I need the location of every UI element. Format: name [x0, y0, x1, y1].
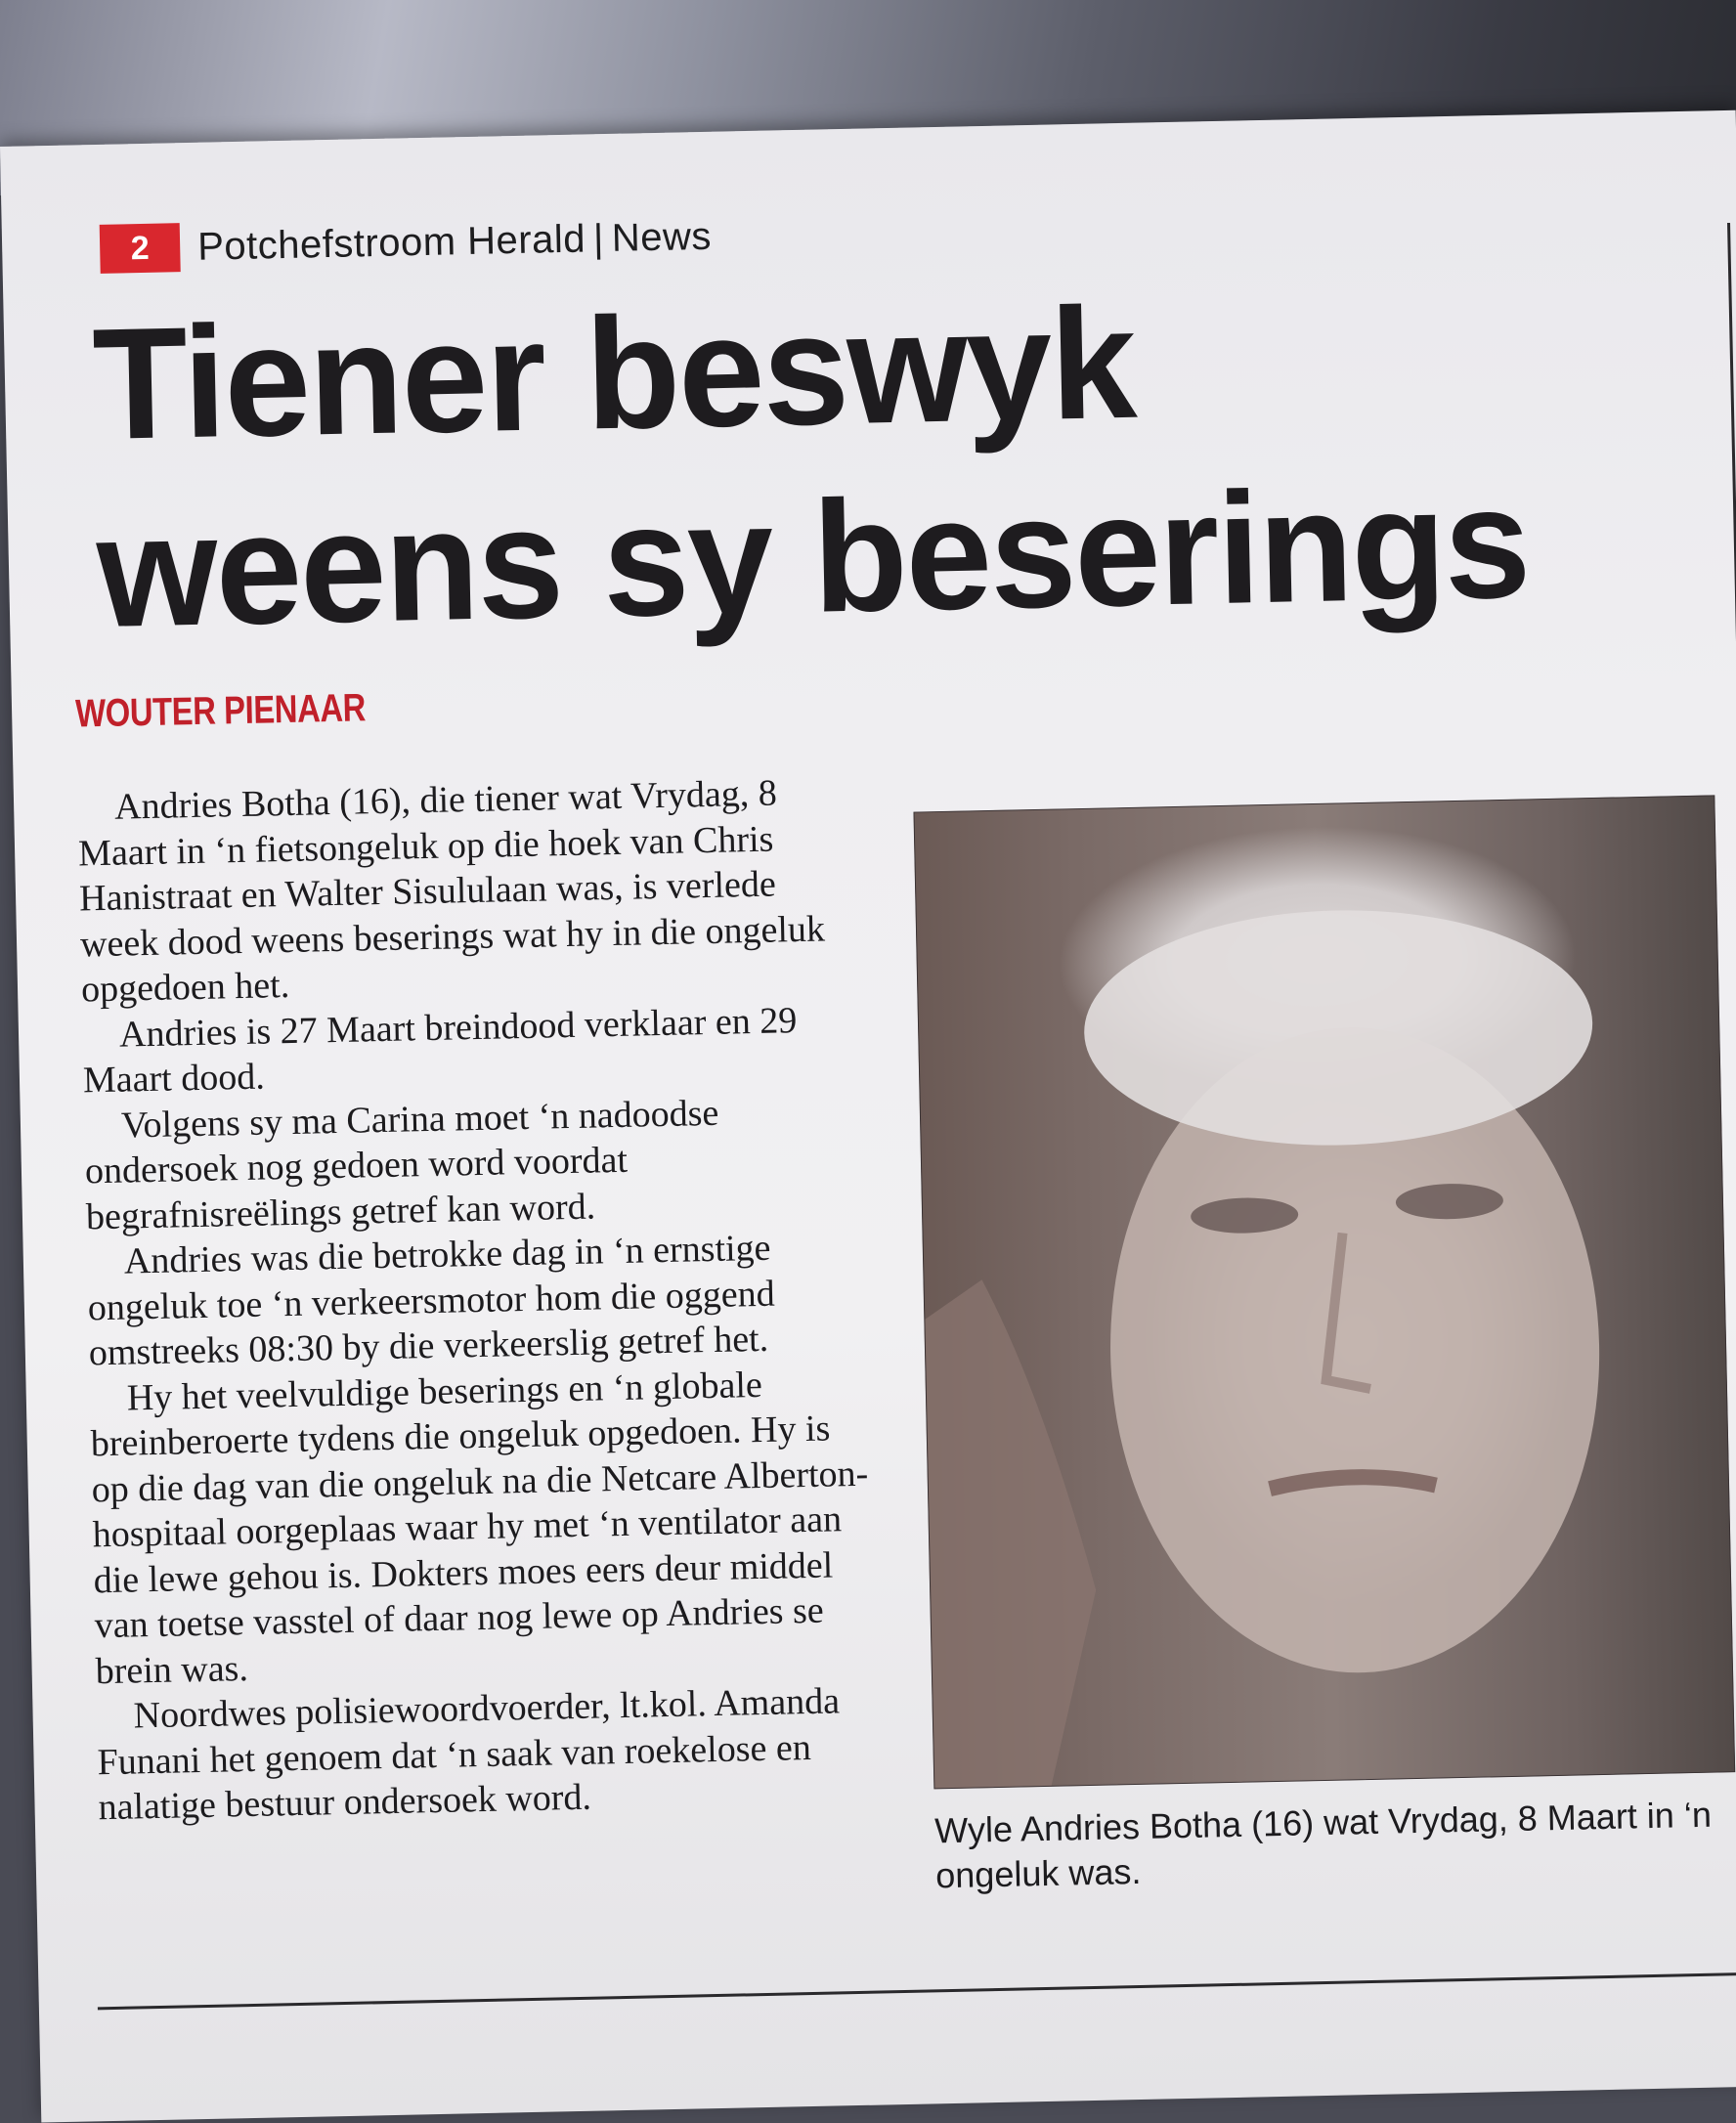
portrait-photo	[913, 795, 1735, 1789]
page-number-badge: 2	[100, 223, 181, 274]
article-paragraph: Noordwes polisiewoordvoerder, lt.kol. Amanda Funani het genoem dat ‘n saak van roekelose en nalatige bestuur ondersoek word.	[97, 1680, 841, 1829]
photo-caption: Wyle Andries Botha (16) wat Vrydag, 8 Maart in ‘n ongeluk was.	[933, 1794, 1713, 1896]
article-paragraph: Andries Botha (16), die tiener wat Vrydag, 8 Maart in ‘n fietsongeluk op die hoek van Chris Hanistraat en Walter Sisululaan was, is verlede week dood weens beserings wat hy in die ongeluk opgedoen het.	[77, 772, 826, 1011]
publication-line	[197, 214, 713, 269]
article-paragraph: Andries was die betrokke dag in ‘n ernstige ongeluk toe ‘n verkeersmotor hom die oggend omstreeks 08:30 by die verkeerslig getref het.	[87, 1227, 776, 1374]
headline	[91, 258, 1708, 667]
bottom-rule	[98, 1972, 1736, 2010]
headline-line-2: weens sy beserings	[95, 454, 1531, 661]
page-content	[59, 111, 1736, 2122]
article-paragraph: Volgens sy ma Carina moet ‘n nadoodse ondersoek nog gedoen word voordat begrafnisreëlings getref kan word.	[84, 1092, 719, 1237]
article-paragraph: Hy het veelvuldige beserings en ‘n globale breinberoerte tydens die ongeluk opgedoen. Hy is op die dag van die ongeluk na die Netcare Alberton-hospitaal oorgeplaas waar hy met ‘n ventilator aan die lewe gehou is. Dokters moes eers deur middel van toetse vasstel of daar nog lewe op Andries se brein was.	[90, 1364, 869, 1692]
newspaper-page	[0, 110, 1736, 2123]
masthead-separator: |	[592, 216, 605, 260]
section-name: News	[611, 214, 713, 260]
headline-line-1: Tiener beswyk	[91, 274, 1137, 474]
portrait-illustration	[913, 795, 1735, 1789]
masthead	[100, 210, 713, 276]
publication-name: Potchefstroom Herald	[196, 216, 586, 269]
byline: WOUTER PIENAAR	[74, 686, 367, 736]
article-body	[77, 769, 881, 1831]
article-paragraph: Andries is 27 Maart breindood verklaar en 29 Maart dood.	[82, 999, 798, 1102]
